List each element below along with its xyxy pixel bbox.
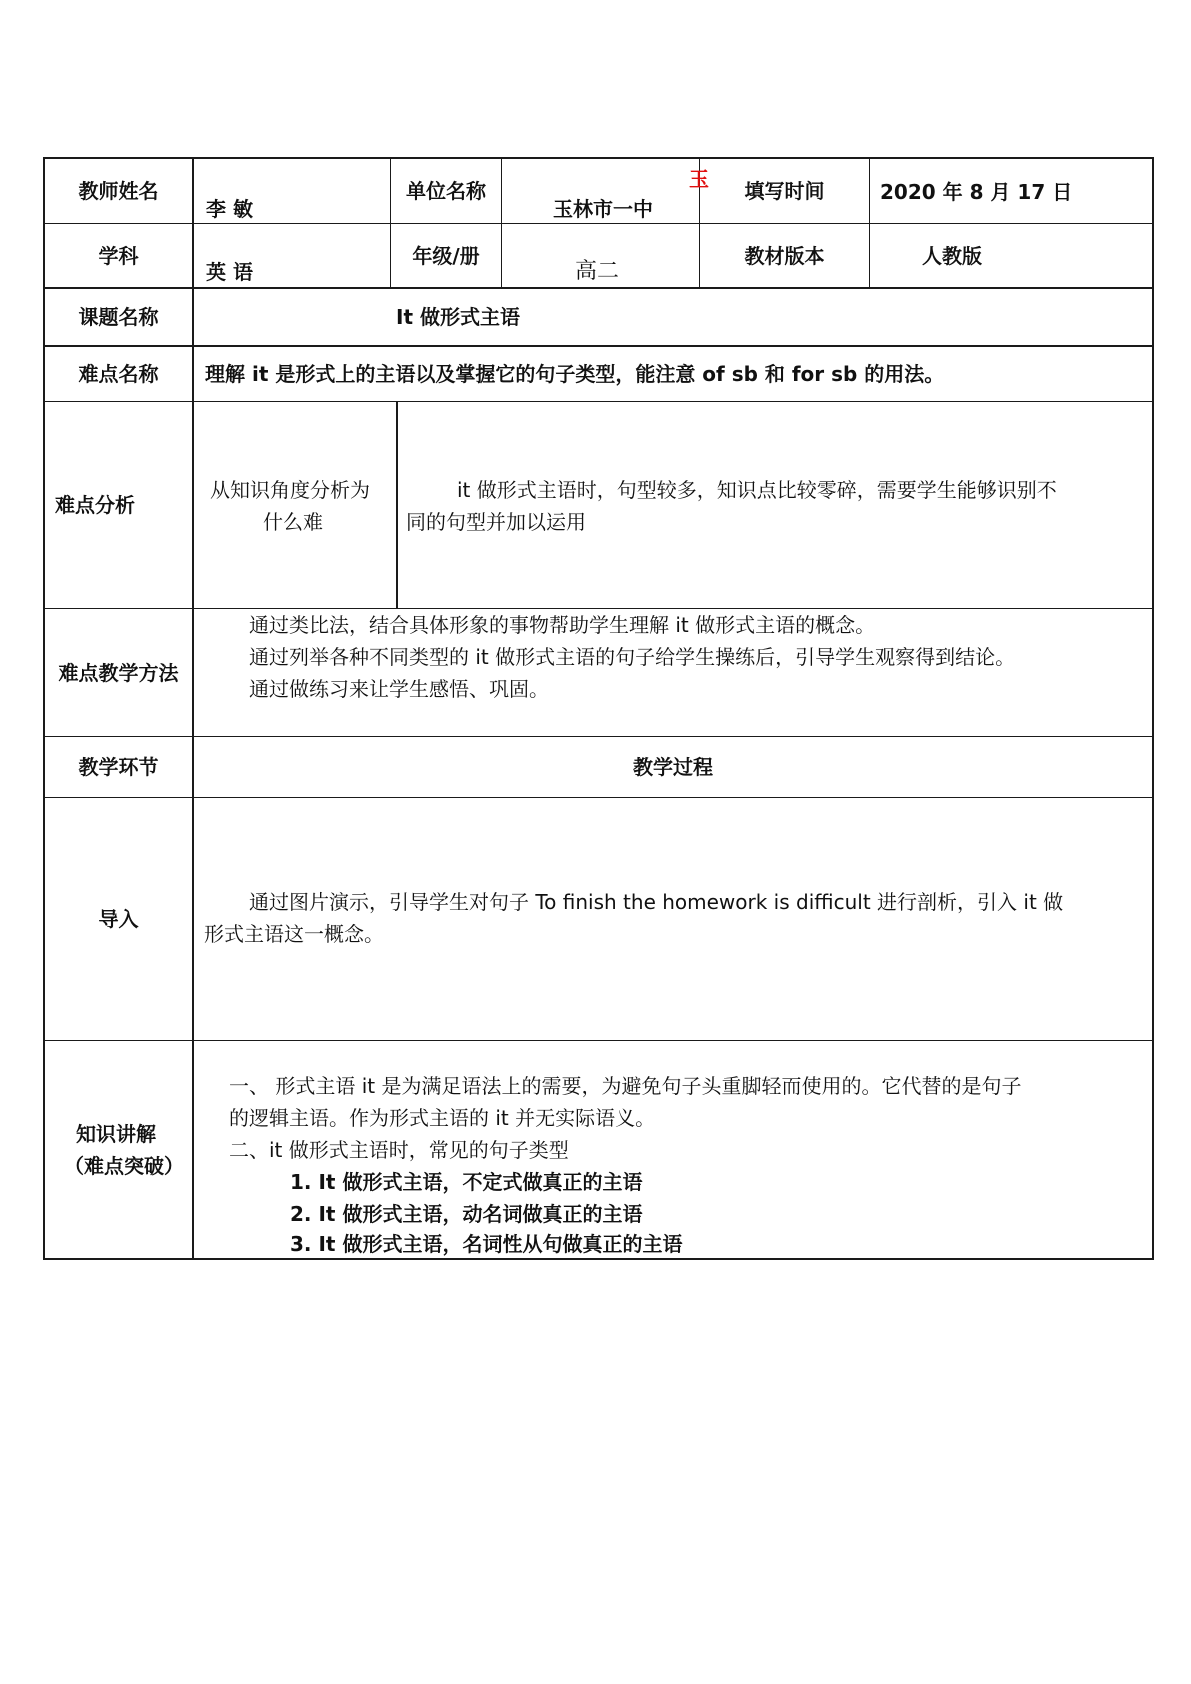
process-stage-label: 教学环节: [78, 755, 159, 779]
method-label: 难点教学方法: [58, 660, 179, 685]
teacher-label: 教师姓名: [78, 179, 159, 203]
grade-label: 年级/册: [412, 243, 480, 268]
table-border-right: [1152, 157, 1154, 1260]
unit-label: 单位名称: [406, 179, 486, 203]
subject-value: 英 语: [206, 260, 253, 284]
topic-value: It 做形式主语: [396, 305, 520, 329]
row-divider: [43, 1040, 1154, 1041]
date-value: 2020 年 8 月 17 日: [880, 180, 1073, 204]
date-label: 填写时间: [744, 179, 825, 203]
column-divider: [192, 157, 194, 1260]
unit-value: 玉林市一中: [553, 197, 653, 221]
difficulty-value: 理解 it 是形式上的主语以及掌握它的句子类型，能注意 of sb 和 for sb 的用法。: [205, 362, 945, 386]
edition-label: 教材版本: [744, 243, 825, 268]
knowledge-line-3: 二、it 做形式主语时，常见的句子类型: [229, 1138, 569, 1162]
method-line-3: 通过做练习来让学生感悟、巩固。: [249, 677, 549, 701]
knowledge-item-2: 2. It 做形式主语，动名词做真正的主语: [290, 1202, 643, 1226]
row-divider: [43, 401, 1154, 402]
column-divider: [396, 401, 398, 608]
intro-line-1: 通过图片演示，引导学生对句子 To finish the homework is difficult 进行剖析，引入 it 做: [249, 890, 1064, 914]
knowledge-line-2: 的逻辑主语。作为形式主语的 it 并无实际语义。: [229, 1106, 656, 1130]
difficulty-label: 难点名称: [78, 362, 159, 386]
row-divider: [43, 345, 1154, 347]
edition-value: 人教版: [922, 244, 982, 268]
analysis-sub-label-2: 什么难: [263, 510, 323, 534]
process-header: 教学过程: [633, 755, 713, 779]
knowledge-label-2: （难点突破）: [64, 1154, 184, 1178]
knowledge-label-1: 知识讲解: [76, 1122, 156, 1146]
analysis-text-1: it 做形式主语时，句型较多，知识点比较零碎，需要学生能够识别不: [457, 478, 1057, 502]
method-line-1: 通过类比法，结合具体形象的事物帮助学生理解 it 做形式主语的概念。: [249, 613, 876, 637]
column-divider: [501, 157, 502, 287]
teacher-value: 李 敏: [206, 197, 253, 221]
knowledge-item-3: 3. It 做形式主语，名词性从句做真正的主语: [290, 1232, 683, 1256]
topic-label: 课题名称: [78, 305, 159, 329]
unit-red-mark: 玉: [689, 167, 709, 191]
analysis-text-2: 同的句型并加以运用: [406, 510, 586, 534]
knowledge-line-1: 一、 形式主语 it 是为满足语法上的需要，为避免句子头重脚轻而使用的。它代替的是句子: [229, 1074, 1022, 1098]
knowledge-item-1: 1. It 做形式主语，不定式做真正的主语: [290, 1170, 643, 1194]
table-border-top: [43, 157, 1154, 159]
column-divider: [869, 157, 870, 287]
intro-line-2: 形式主语这一概念。: [204, 922, 384, 946]
row-divider: [43, 797, 1154, 798]
method-line-2: 通过列举各种不同类型的 it 做形式主语的句子给学生操练后，引导学生观察得到结论。: [249, 645, 1016, 669]
grade-value: 高二: [575, 259, 620, 284]
analysis-sub-label-1: 从知识角度分析为: [210, 478, 370, 502]
analysis-label: 难点分析: [55, 493, 135, 517]
intro-label: 导入: [98, 907, 139, 931]
subject-label: 学科: [98, 243, 139, 268]
